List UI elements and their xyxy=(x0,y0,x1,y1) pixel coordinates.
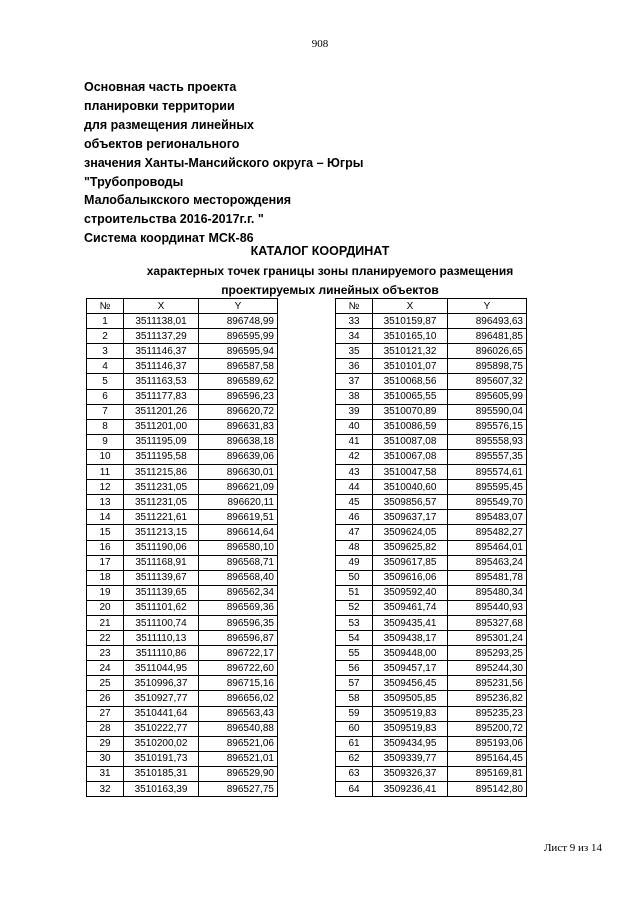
y-coordinate-cell: 895231,56 xyxy=(448,676,527,691)
x-coordinate-cell: 3509457,17 xyxy=(373,661,448,676)
table-row xyxy=(336,615,527,630)
y-coordinate-cell: 896481,85 xyxy=(448,329,527,344)
x-coordinate-cell: 3509326,37 xyxy=(373,766,448,781)
header-line: Основная часть проекта xyxy=(84,80,237,94)
point-number-cell: 27 xyxy=(87,706,124,721)
y-coordinate-cell: 896715,16 xyxy=(199,676,278,691)
y-coordinate-cell: 896620,11 xyxy=(199,495,278,510)
table-row xyxy=(87,344,278,359)
y-coordinate-cell: 895463,24 xyxy=(448,555,527,570)
y-coordinate-cell: 896493,63 xyxy=(448,314,527,329)
table-row xyxy=(87,465,278,480)
y-coordinate-cell: 895898,75 xyxy=(448,359,527,374)
table-row xyxy=(336,449,527,464)
x-coordinate-cell: 3511100,74 xyxy=(124,615,199,630)
table-row xyxy=(336,631,527,646)
point-number-cell: 35 xyxy=(336,344,373,359)
x-coordinate-cell: 3511163,53 xyxy=(124,374,199,389)
y-coordinate-cell: 896026,65 xyxy=(448,344,527,359)
column-header-number: № xyxy=(336,299,373,314)
x-coordinate-cell: 3510070,89 xyxy=(373,404,448,419)
point-number-cell: 13 xyxy=(87,495,124,510)
catalog-subtitle xyxy=(0,262,640,300)
table-row xyxy=(336,495,527,510)
point-number-cell: 28 xyxy=(87,721,124,736)
x-coordinate-cell: 3510185,31 xyxy=(124,766,199,781)
table-row xyxy=(336,389,527,404)
x-coordinate-cell: 3509435,41 xyxy=(373,615,448,630)
point-number-cell: 10 xyxy=(87,449,124,464)
x-coordinate-cell: 3511177,83 xyxy=(124,389,199,404)
point-number-cell: 40 xyxy=(336,419,373,434)
point-number-cell: 15 xyxy=(87,525,124,540)
x-coordinate-cell: 3511190,06 xyxy=(124,540,199,555)
point-number-cell: 14 xyxy=(87,510,124,525)
y-coordinate-cell: 896722,17 xyxy=(199,646,278,661)
table-row xyxy=(87,646,278,661)
point-number-cell: 33 xyxy=(336,314,373,329)
x-coordinate-cell: 3511101,62 xyxy=(124,600,199,615)
x-coordinate-cell: 3510165,10 xyxy=(373,329,448,344)
point-number-cell: 8 xyxy=(87,419,124,434)
table-row xyxy=(87,585,278,600)
table-row xyxy=(336,434,527,449)
table-row xyxy=(336,359,527,374)
header-line: объектов регионального xyxy=(84,136,240,151)
x-coordinate-cell: 3511146,37 xyxy=(124,344,199,359)
y-coordinate-cell: 896580,10 xyxy=(199,540,278,555)
x-coordinate-cell: 3509592,40 xyxy=(373,585,448,600)
x-coordinate-cell: 3509456,45 xyxy=(373,676,448,691)
header-line: "Трубопроводы xyxy=(84,174,184,189)
point-number-cell: 48 xyxy=(336,540,373,555)
table-row xyxy=(87,449,278,464)
table-row xyxy=(87,570,278,585)
x-coordinate-cell: 3510163,39 xyxy=(124,782,199,797)
y-coordinate-cell: 896568,71 xyxy=(199,555,278,570)
x-coordinate-cell: 3511231,05 xyxy=(124,480,199,495)
y-coordinate-cell: 896596,87 xyxy=(199,631,278,646)
catalog-title: КАТАЛОГ КООРДИНАТ xyxy=(250,244,390,258)
y-coordinate-cell: 895557,35 xyxy=(448,449,527,464)
table-row xyxy=(336,329,527,344)
y-coordinate-cell: 895481,78 xyxy=(448,570,527,585)
table-row xyxy=(87,480,278,495)
table-row xyxy=(336,419,527,434)
point-number-cell: 52 xyxy=(336,600,373,615)
point-number-cell: 54 xyxy=(336,631,373,646)
table-row xyxy=(336,480,527,495)
point-number-cell: 59 xyxy=(336,706,373,721)
point-number-cell: 63 xyxy=(336,766,373,781)
y-coordinate-cell: 896620,72 xyxy=(199,404,278,419)
y-coordinate-cell: 896521,06 xyxy=(199,736,278,751)
point-number-cell: 29 xyxy=(87,736,124,751)
column-header-x: X xyxy=(124,299,199,314)
y-coordinate-cell: 896569,36 xyxy=(199,600,278,615)
point-number-cell: 55 xyxy=(336,646,373,661)
y-coordinate-cell: 895200,72 xyxy=(448,721,527,736)
table-row xyxy=(87,751,278,766)
point-number-cell: 22 xyxy=(87,631,124,646)
point-number-cell: 30 xyxy=(87,751,124,766)
y-coordinate-cell: 895482,27 xyxy=(448,525,527,540)
point-number-cell: 49 xyxy=(336,555,373,570)
x-coordinate-cell: 3510191,73 xyxy=(124,751,199,766)
y-coordinate-cell: 895595,45 xyxy=(448,480,527,495)
x-coordinate-cell: 3509434,95 xyxy=(373,736,448,751)
y-coordinate-cell: 896562,34 xyxy=(199,585,278,600)
point-number-cell: 17 xyxy=(87,555,124,570)
table-row xyxy=(336,510,527,525)
point-number-cell: 57 xyxy=(336,676,373,691)
x-coordinate-cell: 3509505,85 xyxy=(373,691,448,706)
table-row xyxy=(336,570,527,585)
header-line: для размещения линейных xyxy=(84,117,254,132)
y-coordinate-cell: 896587,58 xyxy=(199,359,278,374)
table-row xyxy=(336,691,527,706)
header-line: значения Ханты-Мансийского округа – Югры xyxy=(84,155,364,170)
point-number-cell: 32 xyxy=(87,782,124,797)
y-coordinate-cell: 896614,64 xyxy=(199,525,278,540)
x-coordinate-cell: 3509339,77 xyxy=(373,751,448,766)
table-row xyxy=(336,404,527,419)
table-body-right xyxy=(336,314,527,797)
table-row xyxy=(87,329,278,344)
table-row xyxy=(336,374,527,389)
header-line: Малобалыкского месторождения xyxy=(84,193,292,208)
point-number-cell: 51 xyxy=(336,585,373,600)
coordinate-table-right xyxy=(335,298,527,797)
table-row xyxy=(336,782,527,797)
subtitle-line: характерных точек границы зоны планируемого размещения xyxy=(146,264,514,278)
table-row xyxy=(336,676,527,691)
x-coordinate-cell: 3509448,00 xyxy=(373,646,448,661)
table-row xyxy=(87,510,278,525)
point-number-cell: 24 xyxy=(87,661,124,676)
y-coordinate-cell: 895549,70 xyxy=(448,495,527,510)
table-row xyxy=(336,721,527,736)
y-coordinate-cell: 895244,30 xyxy=(448,661,527,676)
y-coordinate-cell: 896630,01 xyxy=(199,465,278,480)
y-coordinate-cell: 895301,24 xyxy=(448,631,527,646)
table-row xyxy=(87,434,278,449)
x-coordinate-cell: 3510927,77 xyxy=(124,691,199,706)
x-coordinate-cell: 3510121,32 xyxy=(373,344,448,359)
table-row xyxy=(336,706,527,721)
column-header-x: X xyxy=(373,299,448,314)
y-coordinate-cell: 895483,07 xyxy=(448,510,527,525)
table-row xyxy=(87,736,278,751)
table-row xyxy=(87,389,278,404)
point-number-cell: 25 xyxy=(87,676,124,691)
x-coordinate-cell: 3511195,09 xyxy=(124,434,199,449)
table-row xyxy=(336,555,527,570)
y-coordinate-cell: 896638,18 xyxy=(199,434,278,449)
x-coordinate-cell: 3510068,56 xyxy=(373,374,448,389)
point-number-cell: 61 xyxy=(336,736,373,751)
header-line: строительства 2016-2017г.г. " xyxy=(84,212,264,227)
table-row xyxy=(87,404,278,419)
x-coordinate-cell: 3509519,83 xyxy=(373,706,448,721)
x-coordinate-cell: 3510200,02 xyxy=(124,736,199,751)
table-row xyxy=(87,631,278,646)
table-row xyxy=(87,495,278,510)
table-row xyxy=(336,751,527,766)
x-coordinate-cell: 3510067,08 xyxy=(373,449,448,464)
y-coordinate-cell: 896529,90 xyxy=(199,766,278,781)
point-number-cell: 3 xyxy=(87,344,124,359)
point-number-cell: 34 xyxy=(336,329,373,344)
table-row xyxy=(336,766,527,781)
subtitle-line: проектируемых линейных объектов xyxy=(221,283,439,297)
point-number-cell: 20 xyxy=(87,600,124,615)
point-number-cell: 50 xyxy=(336,570,373,585)
point-number-cell: 47 xyxy=(336,525,373,540)
y-coordinate-cell: 896621,09 xyxy=(199,480,278,495)
x-coordinate-cell: 3509624,05 xyxy=(373,525,448,540)
point-number-cell: 38 xyxy=(336,389,373,404)
point-number-cell: 39 xyxy=(336,404,373,419)
point-number-cell: 4 xyxy=(87,359,124,374)
x-coordinate-cell: 3510086,59 xyxy=(373,419,448,434)
table-row xyxy=(87,525,278,540)
point-number-cell: 1 xyxy=(87,314,124,329)
point-number-cell: 43 xyxy=(336,465,373,480)
header-line: планировки территории xyxy=(84,98,235,113)
table-row xyxy=(336,646,527,661)
x-coordinate-cell: 3511139,67 xyxy=(124,570,199,585)
x-coordinate-cell: 3510065,55 xyxy=(373,389,448,404)
table-row xyxy=(336,344,527,359)
point-number-cell: 18 xyxy=(87,570,124,585)
table-row xyxy=(336,661,527,676)
table-row xyxy=(336,600,527,615)
y-coordinate-cell: 895235,23 xyxy=(448,706,527,721)
point-number-cell: 16 xyxy=(87,540,124,555)
x-coordinate-cell: 3511213,15 xyxy=(124,525,199,540)
x-coordinate-cell: 3511138,01 xyxy=(124,314,199,329)
x-coordinate-cell: 3511146,37 xyxy=(124,359,199,374)
point-number-cell: 60 xyxy=(336,721,373,736)
table-row xyxy=(87,314,278,329)
y-coordinate-cell: 896596,35 xyxy=(199,615,278,630)
point-number-cell: 11 xyxy=(87,465,124,480)
x-coordinate-cell: 3510101,07 xyxy=(373,359,448,374)
point-number-cell: 7 xyxy=(87,404,124,419)
table-row xyxy=(87,766,278,781)
y-coordinate-cell: 896589,62 xyxy=(199,374,278,389)
point-number-cell: 41 xyxy=(336,434,373,449)
table-row xyxy=(87,661,278,676)
column-header-y: Y xyxy=(448,299,527,314)
y-coordinate-cell: 895607,32 xyxy=(448,374,527,389)
point-number-cell: 42 xyxy=(336,449,373,464)
x-coordinate-cell: 3510040,60 xyxy=(373,480,448,495)
point-number-cell: 9 xyxy=(87,434,124,449)
x-coordinate-cell: 3510159,87 xyxy=(373,314,448,329)
y-coordinate-cell: 895142,80 xyxy=(448,782,527,797)
sheet-footer: Лист 9 из 14 xyxy=(543,842,602,854)
y-coordinate-cell: 895480,34 xyxy=(448,585,527,600)
y-coordinate-cell: 896568,40 xyxy=(199,570,278,585)
column-header-number: № xyxy=(87,299,124,314)
point-number-cell: 58 xyxy=(336,691,373,706)
coordinate-table-left xyxy=(86,298,278,797)
point-number-cell: 5 xyxy=(87,374,124,389)
table-row xyxy=(87,540,278,555)
y-coordinate-cell: 896631,83 xyxy=(199,419,278,434)
point-number-cell: 62 xyxy=(336,751,373,766)
point-number-cell: 26 xyxy=(87,691,124,706)
y-coordinate-cell: 896540,88 xyxy=(199,721,278,736)
x-coordinate-cell: 3510047,58 xyxy=(373,465,448,480)
point-number-cell: 45 xyxy=(336,495,373,510)
x-coordinate-cell: 3509617,85 xyxy=(373,555,448,570)
x-coordinate-cell: 3511231,05 xyxy=(124,495,199,510)
point-number-cell: 44 xyxy=(336,480,373,495)
point-number-cell: 23 xyxy=(87,646,124,661)
point-number-cell: 64 xyxy=(336,782,373,797)
y-coordinate-cell: 895590,04 xyxy=(448,404,527,419)
table-row xyxy=(336,736,527,751)
y-coordinate-cell: 895440,93 xyxy=(448,600,527,615)
y-coordinate-cell: 896563,43 xyxy=(199,706,278,721)
x-coordinate-cell: 3510441,64 xyxy=(124,706,199,721)
document-header xyxy=(84,78,504,248)
x-coordinate-cell: 3511168,91 xyxy=(124,555,199,570)
x-coordinate-cell: 3510996,37 xyxy=(124,676,199,691)
y-coordinate-cell: 896748,99 xyxy=(199,314,278,329)
y-coordinate-cell: 896656,02 xyxy=(199,691,278,706)
x-coordinate-cell: 3510087,08 xyxy=(373,434,448,449)
table-row xyxy=(87,555,278,570)
y-coordinate-cell: 895169,81 xyxy=(448,766,527,781)
y-coordinate-cell: 895605,99 xyxy=(448,389,527,404)
x-coordinate-cell: 3509236,41 xyxy=(373,782,448,797)
x-coordinate-cell: 3509519,83 xyxy=(373,721,448,736)
table-row xyxy=(87,615,278,630)
point-number-cell: 37 xyxy=(336,374,373,389)
x-coordinate-cell: 3511221,61 xyxy=(124,510,199,525)
y-coordinate-cell: 895574,61 xyxy=(448,465,527,480)
point-number-cell: 31 xyxy=(87,766,124,781)
x-coordinate-cell: 3511137,29 xyxy=(124,329,199,344)
table-row xyxy=(336,525,527,540)
y-coordinate-cell: 895558,93 xyxy=(448,434,527,449)
x-coordinate-cell: 3509625,82 xyxy=(373,540,448,555)
x-coordinate-cell: 3511044,95 xyxy=(124,661,199,676)
page-number: 908 xyxy=(311,38,329,50)
y-coordinate-cell: 895464,01 xyxy=(448,540,527,555)
x-coordinate-cell: 3511195,58 xyxy=(124,449,199,464)
x-coordinate-cell: 3511110,13 xyxy=(124,631,199,646)
y-coordinate-cell: 896596,23 xyxy=(199,389,278,404)
point-number-cell: 12 xyxy=(87,480,124,495)
y-coordinate-cell: 896527,75 xyxy=(199,782,278,797)
header-line: Система координат МСК-86 xyxy=(84,231,254,246)
x-coordinate-cell: 3511215,86 xyxy=(124,465,199,480)
x-coordinate-cell: 3511201,26 xyxy=(124,404,199,419)
y-coordinate-cell: 895164,45 xyxy=(448,751,527,766)
x-coordinate-cell: 3511139,65 xyxy=(124,585,199,600)
table-row xyxy=(87,706,278,721)
table-row xyxy=(336,540,527,555)
y-coordinate-cell: 896521,01 xyxy=(199,751,278,766)
table-row xyxy=(336,585,527,600)
y-coordinate-cell: 896595,99 xyxy=(199,329,278,344)
table-row xyxy=(87,600,278,615)
point-number-cell: 56 xyxy=(336,661,373,676)
table-body-left xyxy=(87,314,278,797)
table-row xyxy=(87,419,278,434)
x-coordinate-cell: 3509438,17 xyxy=(373,631,448,646)
column-header-y: Y xyxy=(199,299,278,314)
table-row xyxy=(87,691,278,706)
x-coordinate-cell: 3509637,17 xyxy=(373,510,448,525)
point-number-cell: 36 xyxy=(336,359,373,374)
x-coordinate-cell: 3509616,06 xyxy=(373,570,448,585)
x-coordinate-cell: 3510222,77 xyxy=(124,721,199,736)
point-number-cell: 19 xyxy=(87,585,124,600)
x-coordinate-cell: 3511201,00 xyxy=(124,419,199,434)
table-row xyxy=(336,314,527,329)
y-coordinate-cell: 895236,82 xyxy=(448,691,527,706)
x-coordinate-cell: 3511110,86 xyxy=(124,646,199,661)
table-row xyxy=(87,676,278,691)
x-coordinate-cell: 3509461,74 xyxy=(373,600,448,615)
y-coordinate-cell: 895193,06 xyxy=(448,736,527,751)
point-number-cell: 46 xyxy=(336,510,373,525)
y-coordinate-cell: 896722,60 xyxy=(199,661,278,676)
table-row xyxy=(87,721,278,736)
point-number-cell: 53 xyxy=(336,615,373,630)
point-number-cell: 6 xyxy=(87,389,124,404)
x-coordinate-cell: 3509856,57 xyxy=(373,495,448,510)
table-row xyxy=(336,465,527,480)
table-row xyxy=(87,359,278,374)
y-coordinate-cell: 895293,25 xyxy=(448,646,527,661)
point-number-cell: 21 xyxy=(87,615,124,630)
y-coordinate-cell: 895576,15 xyxy=(448,419,527,434)
point-number-cell: 2 xyxy=(87,329,124,344)
y-coordinate-cell: 895327,68 xyxy=(448,615,527,630)
y-coordinate-cell: 896639,06 xyxy=(199,449,278,464)
table-row xyxy=(87,374,278,389)
y-coordinate-cell: 896595,94 xyxy=(199,344,278,359)
table-row xyxy=(87,782,278,797)
y-coordinate-cell: 896619,51 xyxy=(199,510,278,525)
